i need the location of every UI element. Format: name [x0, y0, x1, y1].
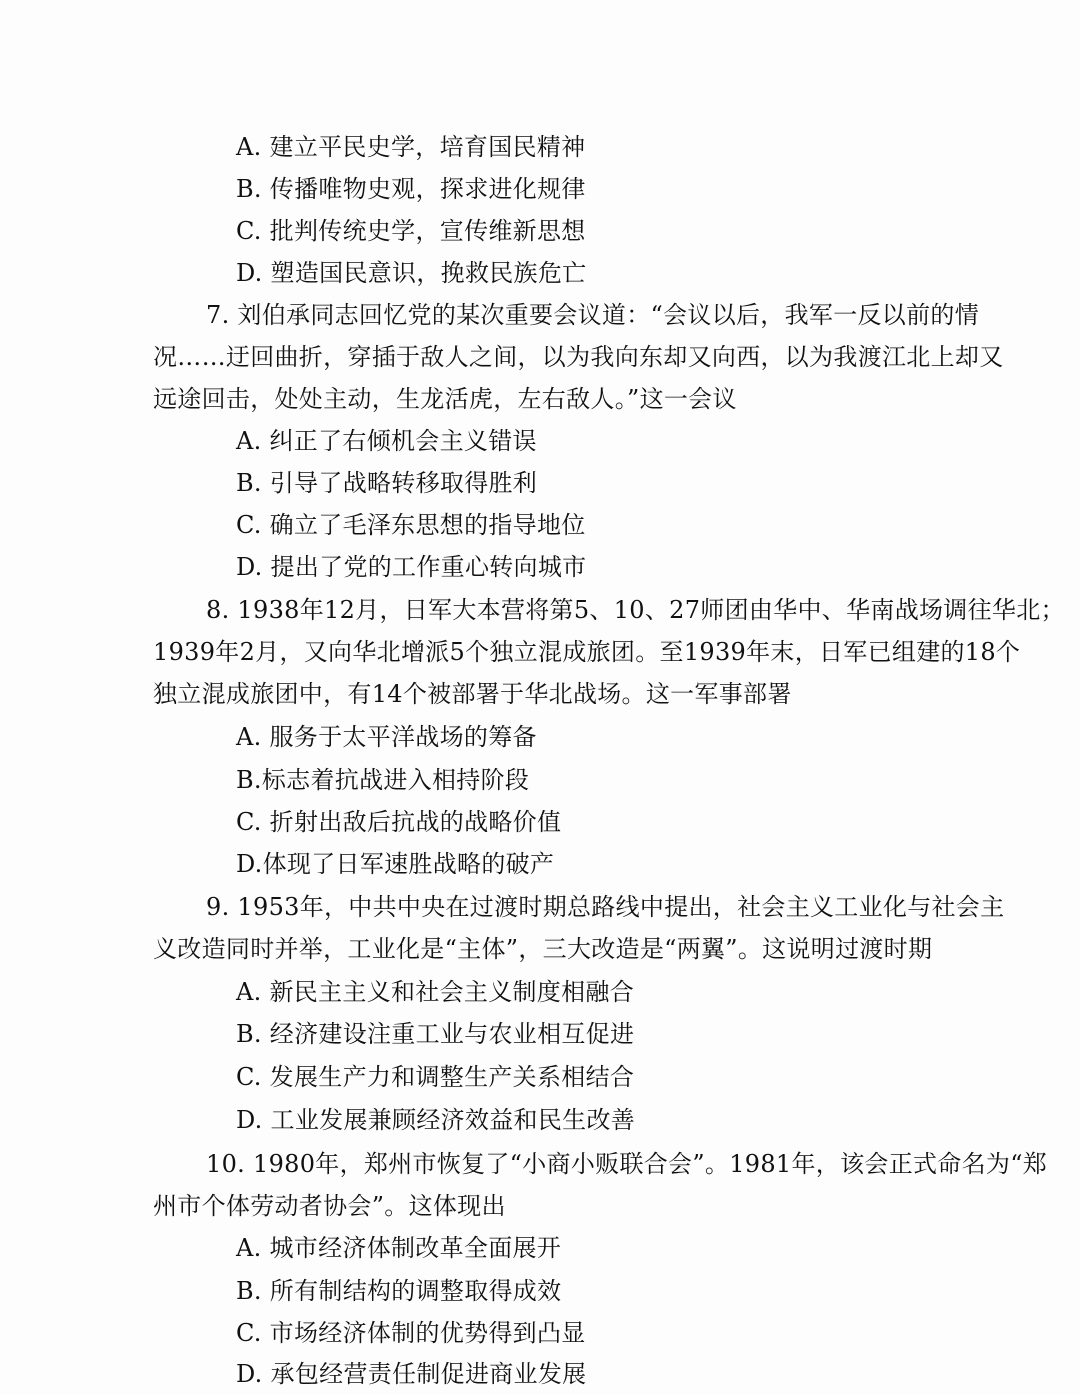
- q8-option-a: A. 服务于太平洋战场的筹备: [236, 723, 537, 751]
- q10-stem-line-1: 10. 1980年，郑州市恢复了“小商小贩联合会”。1981年，该会正式命名为“郑: [206, 1150, 1048, 1178]
- q8-stem-line-3: 独立混成旅团中，有14个被部署于华北战场。这一军事部署: [153, 680, 792, 708]
- q10-option-d: D. 承包经营责任制促进商业发展: [236, 1360, 587, 1388]
- q6-option-b: B. 传播唯物史观，探求进化规律: [236, 175, 586, 203]
- q6-option-a: A. 建立平民史学，培育国民精神: [236, 133, 586, 161]
- q7-stem-line-3: 远途回击，处处主动，生龙活虎，左右敌人。”这一会议: [153, 385, 737, 413]
- q9-stem-line-1: 9. 1953年，中共中央在过渡时期总路线中提出，社会主义工业化与社会主: [206, 893, 1005, 921]
- q8-option-c: C. 折射出敌后抗战的战略价值: [236, 808, 562, 836]
- q9-option-a: A. 新民主主义和社会主义制度相融合: [236, 978, 634, 1006]
- q8-option-b: B.标志着抗战进入相持阶段: [236, 766, 530, 794]
- q7-option-c: C. 确立了毛泽东思想的指导地位: [236, 511, 586, 539]
- q10-option-c: C. 市场经济体制的优势得到凸显: [236, 1319, 586, 1347]
- q9-stem-line-2: 义改造同时并举，工业化是“主体”，三大改造是“两翼”。这说明过渡时期: [153, 935, 933, 963]
- q8-stem-line-1: 8. 1938年12月，日军大本营将第5、10、27师团由华中、华南战场调往华北；: [206, 596, 1065, 624]
- q7-stem-line-1: 7. 刘伯承同志回忆党的某次重要会议道：“会议以后，我军一反以前的情: [206, 301, 979, 329]
- q7-option-b: B. 引导了战略转移取得胜利: [236, 469, 538, 497]
- q7-stem-line-2: 况……迂回曲折，穿插于敌人之间，以为我向东却又向西，以为我渡江北上却又: [153, 343, 1004, 371]
- q9-option-c: C. 发展生产力和调整生产关系相结合: [236, 1063, 635, 1091]
- q9-option-d: D. 工业发展兼顾经济效益和民生改善: [236, 1106, 636, 1134]
- q6-option-c: C. 批判传统史学，宣传维新思想: [236, 217, 586, 245]
- q7-option-d: D. 提出了党的工作重心转向城市: [236, 553, 587, 581]
- q10-stem-line-2: 州市个体劳动者协会”。这体现出: [153, 1192, 506, 1220]
- q7-option-a: A. 纠正了右倾机会主义错误: [236, 427, 537, 455]
- q6-option-d: D. 塑造国民意识，挽救民族危亡: [236, 259, 587, 287]
- q10-option-b: B. 所有制结构的调整取得成效: [236, 1277, 562, 1305]
- q10-option-a: A. 城市经济体制改革全面展开: [236, 1234, 562, 1262]
- q8-option-d: D.体现了日军速胜战略的破产: [236, 850, 555, 878]
- q9-option-b: B. 经济建设注重工业与农业相互促进: [236, 1020, 635, 1048]
- q8-stem-line-2: 1939年2月，又向华北增派5个独立混成旅团。至1939年末，日军已组建的18个: [153, 638, 1021, 666]
